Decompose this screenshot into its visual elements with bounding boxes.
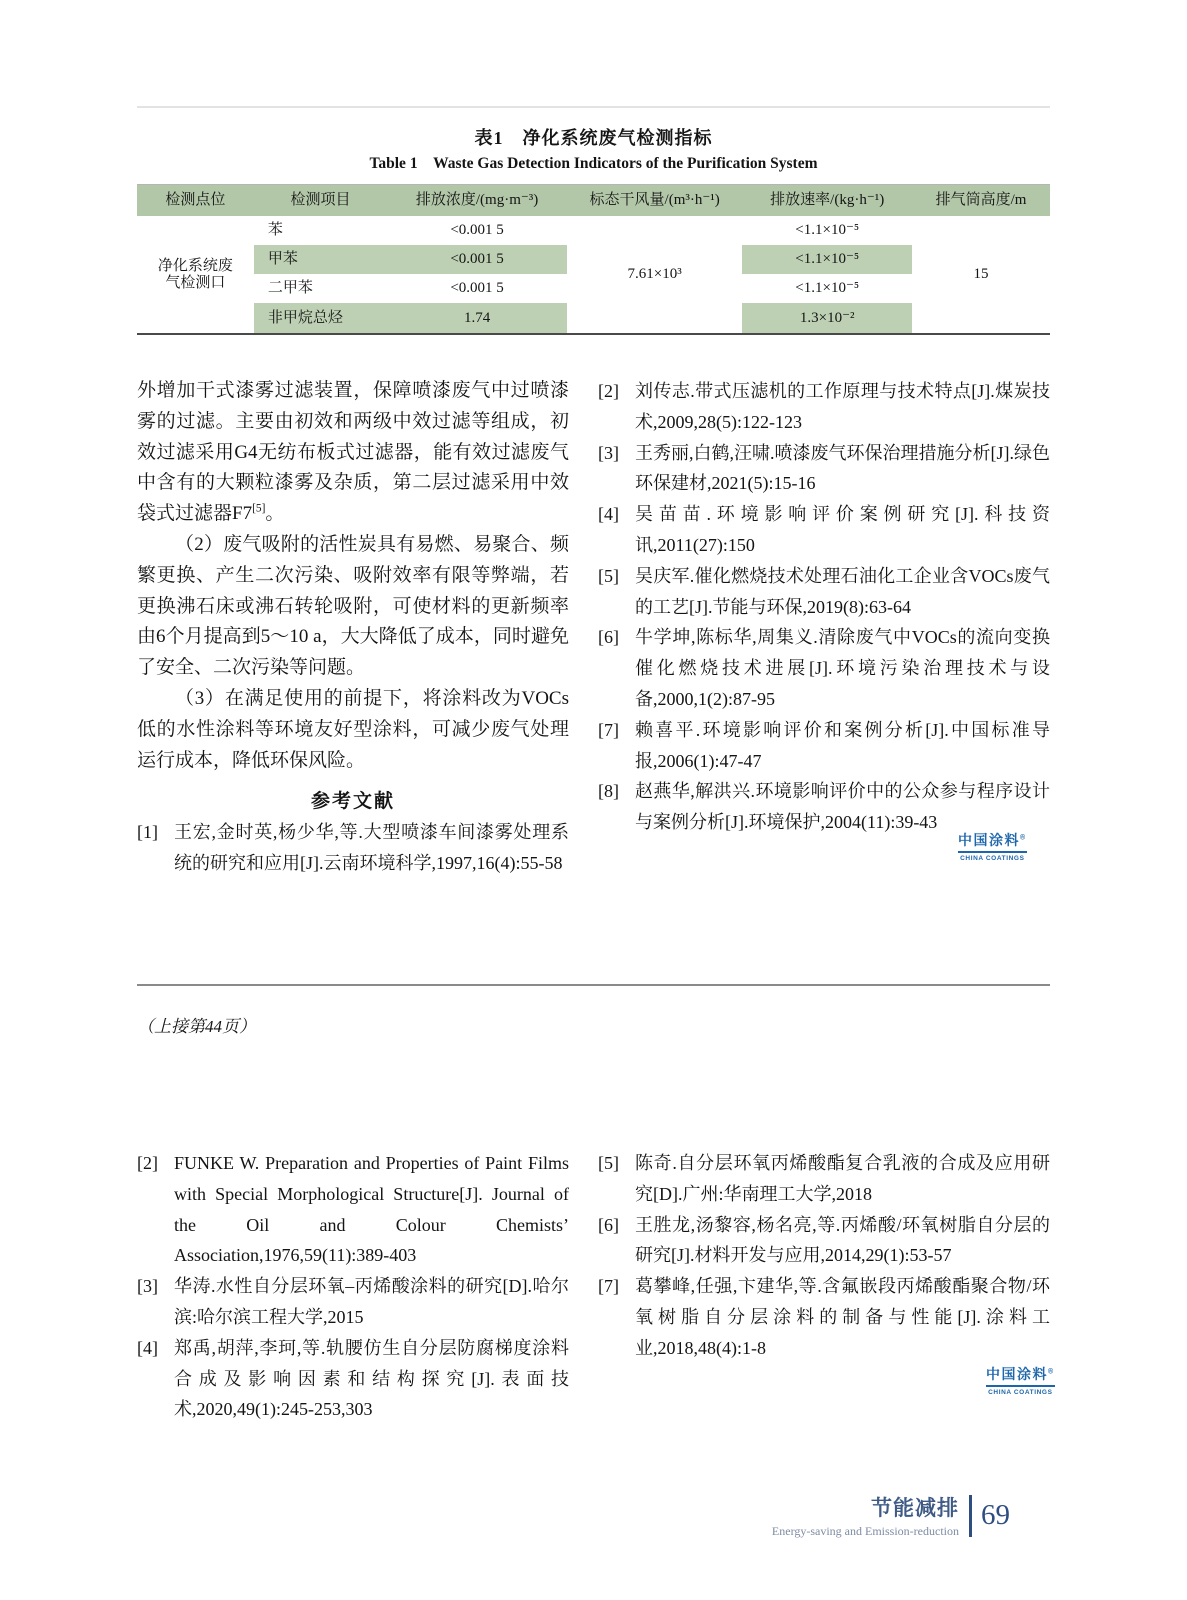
table-cell-concentration: 1.74 xyxy=(387,303,567,333)
table-cell-site: 净化系统废气检测口 xyxy=(157,257,233,291)
table-cell-item: 非甲烷总烃 xyxy=(254,303,387,333)
china-coatings-logo xyxy=(986,1364,1055,1396)
reference-number: [4] xyxy=(137,1337,158,1358)
reference-item xyxy=(137,1148,569,1271)
reference-number: [4] xyxy=(598,504,619,525)
page-number: 69 xyxy=(981,1499,1010,1531)
citation-superscript: [5] xyxy=(252,502,266,515)
reference-number: [3] xyxy=(598,442,619,463)
table-cell-airflow: 7.61×10³ xyxy=(627,266,682,282)
reference-number: [3] xyxy=(137,1276,158,1297)
logo-text-en: CHINA COATINGS xyxy=(988,1388,1053,1396)
reference-item xyxy=(598,776,1050,838)
reference-text: FUNKE W. Preparation and Properties of Paint Films with Special Morphological Structure[J]. Journal of the Oil and Colour Chemists’ Association,1976,59(11):389-403 xyxy=(174,1153,569,1266)
continued-left-column xyxy=(137,1148,569,1425)
table-title-zh: 表1 净化系统废气检测指标 xyxy=(474,128,713,148)
footer-section-zh: 节能减排 xyxy=(871,1497,959,1520)
table-header-rate: 排放速率/(kg·h⁻¹) xyxy=(742,185,912,216)
reference-item xyxy=(137,817,569,879)
table-cell-item: 苯 xyxy=(267,222,283,238)
continuation-note: （上接第44页） xyxy=(137,1017,256,1036)
right-column xyxy=(598,376,1050,838)
table-cell-concentration: <0.001 5 xyxy=(450,280,504,296)
table-cell-rate: <1.1×10⁻⁵ xyxy=(795,222,860,238)
reference-number: [2] xyxy=(598,381,619,401)
reference-text: 华涛.水性自分层环氧–丙烯酸涂料的研究[D].哈尔滨:哈尔滨工程大学,2015 xyxy=(174,1276,569,1327)
reference-item xyxy=(137,1333,569,1425)
table-cell-rate: <1.1×10⁻⁵ xyxy=(742,245,912,274)
section-divider-line xyxy=(137,984,1050,986)
reference-text: 刘传志.带式压滤机的工作原理与技术特点[J].煤炭技术,2009,28(5):122-123 xyxy=(635,381,1050,432)
table-cell-item: 甲苯 xyxy=(254,245,387,274)
reference-item xyxy=(137,1271,569,1333)
reference-item xyxy=(598,376,1050,438)
footer-section xyxy=(772,1492,959,1539)
registered-mark: ® xyxy=(1048,1368,1055,1376)
table-header-concentration: 排放浓度/(mg·m⁻³) xyxy=(387,185,567,216)
reference-number: [5] xyxy=(598,1153,619,1173)
footer-divider-bar xyxy=(969,1495,972,1537)
reference-text: 王宏,金时英,杨少华,等.大型喷漆车间漆雾处理系统的研究和应用[J].云南环境科学,1997,16(4):55-58 xyxy=(174,822,569,874)
paragraph-filter xyxy=(137,376,569,530)
logo-text-zh: 中国涂料® xyxy=(958,832,1027,848)
reference-number: [7] xyxy=(598,719,619,740)
top-divider-line xyxy=(137,106,1050,108)
waste-gas-table xyxy=(137,184,1050,335)
logo-underline xyxy=(986,1385,1055,1387)
reference-item xyxy=(598,561,1050,623)
reference-text: 王胜龙,汤黎容,杨名亮,等.丙烯酸/环氧树脂自分层的研究[J].材料开发与应用,2014,29(1):53-57 xyxy=(635,1214,1050,1266)
reference-number: [2] xyxy=(137,1153,158,1173)
registered-mark: ® xyxy=(1020,834,1027,842)
reference-item xyxy=(598,1271,1050,1363)
reference-text: 陈奇.自分层环氧丙烯酸酯复合乳液的合成及应用研究[D].广州:华南理工大学,2018 xyxy=(635,1153,1050,1204)
continued-right-column xyxy=(598,1148,1050,1364)
table-header-stack-height: 排气筒高度/m xyxy=(912,185,1050,216)
reference-text: 吴苗苗.环境影响评价案例研究[J].科技资讯,2011(27):150 xyxy=(635,504,1050,555)
reference-item xyxy=(598,1210,1050,1272)
table-cell-item: 二甲苯 xyxy=(267,280,313,296)
paragraph-coating: （3）在满足使用的前提下，将涂料改为VOCs低的水性涂料等环境友好型涂料，可减少废气处理运行成本，降低环保风险。 xyxy=(137,687,569,771)
reference-item xyxy=(598,438,1050,500)
table-cell-stack-height: 15 xyxy=(973,266,989,282)
reference-number: [8] xyxy=(598,781,619,802)
china-coatings-logo xyxy=(958,830,1027,862)
reference-item xyxy=(598,1148,1050,1210)
reference-text: 赵燕华,解洪兴.环境影响评价中的公众参与程序设计与案例分析[J].环境保护,2004(11):39-43 xyxy=(635,781,1050,833)
reference-text: 赖喜平.环境影响评价和案例分析[J].中国标准导报,2006(1):47-47 xyxy=(635,719,1050,771)
reference-item xyxy=(598,715,1050,777)
table-cell-rate: <1.1×10⁻⁵ xyxy=(795,280,860,296)
reference-item xyxy=(598,499,1050,561)
logo-text-en: CHINA COATINGS xyxy=(960,854,1025,862)
table-header-item: 检测项目 xyxy=(254,185,387,216)
page-footer xyxy=(772,1492,1010,1539)
footer-section-en: Energy-saving and Emission-reduction xyxy=(771,1524,959,1538)
paragraph-tail: 。 xyxy=(265,503,285,525)
reference-number: [7] xyxy=(598,1276,619,1297)
reference-text: 吴庆军.催化燃烧技术处理石油化工企业含VOCs废气的工艺[J].节能与环保,2019(8):63-64 xyxy=(635,565,1050,617)
reference-number: [6] xyxy=(598,1214,619,1235)
table-header-airflow: 标态干风量/(m³·h⁻¹) xyxy=(567,185,742,216)
left-column xyxy=(137,376,569,879)
logo-underline xyxy=(958,851,1027,853)
reference-item xyxy=(598,622,1050,714)
reference-text: 葛攀峰,任强,卞建华,等.含氟嵌段丙烯酸酯聚合物/环氧树脂自分层涂料的制备与性能[J].涂料工业,2018,48(4):1-8 xyxy=(635,1276,1050,1358)
reference-number: [1] xyxy=(137,822,158,843)
paragraph-text: 外增加干式漆雾过滤装置，保障喷漆废气中过喷漆雾的过滤。主要由初效和两级中效过滤等组成，初效过滤采用G4无纺布板式过滤器，能有效过滤废气中含有的大颗粒漆雾及杂质，第二层过滤采用中效袋式过滤器F7 xyxy=(137,380,569,525)
reference-text: 郑禹,胡萍,李珂,等.轨腰仿生自分层防腐梯度涂料合成及影响因素和结构探究[J].表面技术,2020,49(1):245-253,303 xyxy=(174,1337,569,1420)
reference-number: [5] xyxy=(598,565,619,586)
logo-text-zh: 中国涂料® xyxy=(986,1366,1055,1382)
table-cell-concentration: <0.001 5 xyxy=(450,222,504,238)
references-heading: 参考文献 xyxy=(310,791,395,813)
table-title-en: Table 1 Waste Gas Detection Indicators of the Purification System xyxy=(369,155,818,172)
reference-text: 牛学坤,陈标华,周集义.清除废气中VOCs的流向变换催化燃烧技术进展[J].环境污染治理技术与设备,2000,1(2):87-95 xyxy=(635,627,1050,709)
table-cell-concentration: <0.001 5 xyxy=(387,245,567,274)
paragraph-adsorption: （2）废气吸附的活性炭具有易燃、易聚合、频繁更换、产生二次污染、吸附效率有限等弊端，若更换沸石床或沸石转轮吸附，可使材料的更新频率由6个月提高到5～10 a，大大降低了成本，同时避免了安全、二次污染等问题。 xyxy=(137,533,569,679)
table-header-site: 检测点位 xyxy=(137,185,254,216)
reference-number: [6] xyxy=(598,627,619,648)
table-cell-rate: 1.3×10⁻² xyxy=(742,303,912,333)
reference-text: 王秀丽,白鹤,汪啸.喷漆废气环保治理措施分析[J].绿色环保建材,2021(5):15-16 xyxy=(635,442,1050,494)
